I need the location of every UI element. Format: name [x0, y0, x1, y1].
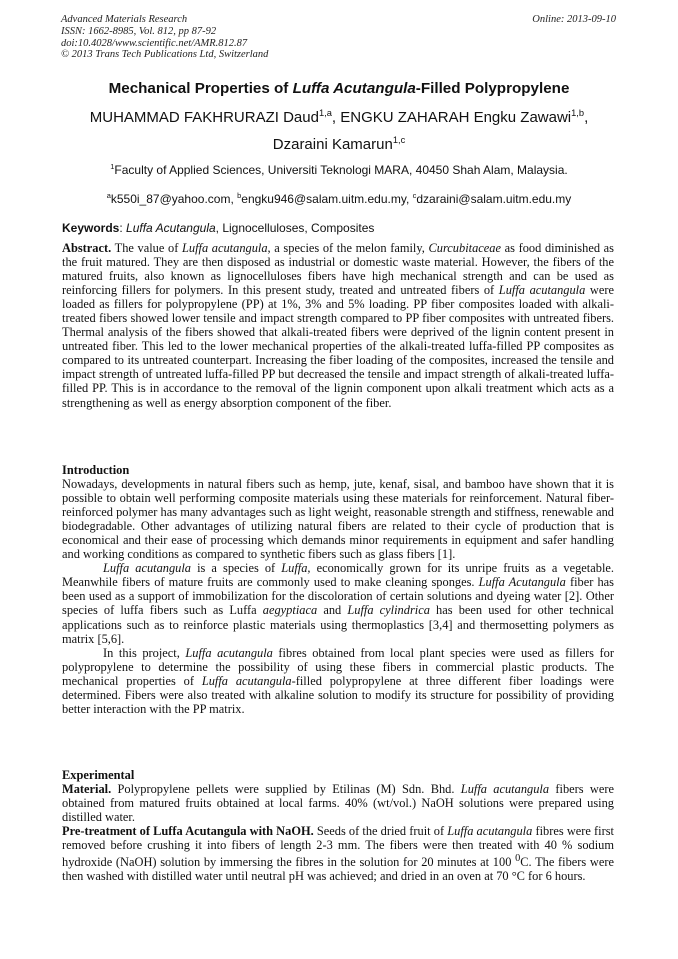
text-run: economically grown for its unripe fruits as a vegetable. Meanwhile fibers of mature fruits are commonly used to make cleaning sponges.	[62, 561, 614, 590]
text-run: The value of	[111, 241, 182, 255]
text-run: has been used for other technical applications such as to reinforce plastic materials using thermoplastics [3,4] and thermosetting polymers as matrix [5,6].	[62, 603, 614, 646]
intro-paragraph: Nowadays, developments in natural fibers such as hemp, jute, kenaf, sisal, and bamboo have shown that it is possible to obtain well performing composite materials using these materials for reinforcement. Natural fiber-reinforced polymer has many advantages such as light weight, reasonable strength and stiffness, renewable and biodegradable. Other advantages of utilizing natural fibers are related to their cycle of production that is economical and their ease of processing which demands minor requirements in equipment and safer handling and working conditions as compared to synthetic fibers such as glass fibers [1].	[62, 477, 614, 562]
author-affil-mark: 1,c	[392, 135, 406, 145]
author-separator: ,	[331, 109, 341, 126]
text-run: is a species of	[191, 561, 282, 576]
keywords	[62, 221, 617, 235]
journal-copyright: © 2013 Trans Tech Publications Ltd, Switzerland	[61, 49, 269, 61]
email-link[interactable]: k550i_87@yahoo.com,	[110, 192, 238, 206]
abstract	[62, 241, 614, 410]
keyword: Luffa Acutangula	[126, 221, 216, 235]
degree-mark: 0	[515, 853, 521, 865]
author-affil-mark: 1,b	[571, 108, 585, 118]
author-name: MUHAMMAD FAKHRURAZI Daud	[89, 109, 319, 126]
text-run: and	[317, 603, 348, 618]
intro-paragraph	[62, 561, 614, 645]
title-part: -Filled Polypropylene	[415, 80, 570, 97]
subsection-label: Pre-treatment of Luffa Acutangula with NaOH.	[62, 824, 314, 839]
email-mark: c	[412, 191, 417, 200]
species-name: aegyptiaca	[262, 603, 318, 618]
family-name: Curcubitaceae	[428, 241, 501, 255]
journal-name: Advanced Materials Research	[61, 14, 188, 25]
online-date: Online: 2013-09-10	[532, 14, 616, 25]
species-name: Luffa acutangula	[460, 782, 550, 797]
text-run: fibres obtained from local plant species were used as fillers for polypropylene to determine the possibility of using these fibers in commercial plastic products. The mechanical properties of	[62, 645, 614, 688]
text-run: C. The fibers were then washed with distilled water until neutral pH was achieved; and dried in an oven at 70 °C for 6 hours.	[62, 855, 615, 884]
keywords-sep: :	[119, 221, 127, 235]
email-link[interactable]: engku946@salam.uitm.edu.my,	[241, 192, 413, 206]
species-name: Luffa acutangula	[447, 824, 533, 839]
text-run: Seeds of the dried fruit of	[313, 824, 448, 839]
abstract-label: Abstract.	[62, 241, 112, 255]
text-run: -filled polypropylene at three different fiber loadings were determined. Fibers were also treated with alkaline solution to modify its structure for possibility of providing better interaction with the PP matrix.	[62, 673, 614, 716]
email-mark: b	[237, 191, 242, 200]
genus-name: Luffa,	[281, 561, 311, 576]
author-emails	[20, 192, 658, 206]
species-name: Luffa acutangula	[201, 673, 292, 688]
keyword-list: , Lignocelluloses, Composites	[215, 221, 375, 235]
keywords-label: Keywords	[62, 221, 120, 235]
title-part: Mechanical Properties of	[108, 80, 293, 97]
species-name: Luffa acutangula	[498, 283, 586, 298]
author-separator: ,	[584, 109, 589, 126]
author-name: Dzaraini Kamarun	[272, 136, 393, 153]
text-run: as food diminished as the fruit matured. They are then disposed as industrial or domestic waste material. However, the fibers of the matured fruits, also known as lignocelluloses fibers have high mechanical strength and can be used as reinforcing fillers for polymers. In this present study, treated and untreated fibers of	[62, 241, 614, 298]
email-mark: a	[106, 191, 111, 200]
title-species: Luffa Acutangula	[292, 80, 416, 97]
email-link[interactable]: dzaraini@salam.uitm.edu.my	[416, 192, 572, 206]
affiliation	[20, 163, 658, 177]
species-name: Luffa Acutangula	[478, 575, 566, 590]
species-name: Luffa acutangula	[103, 561, 191, 576]
material-paragraph	[62, 782, 614, 824]
text-run: Polypropylene pellets were supplied by Etilinas (M) Sdn. Bhd.	[111, 782, 461, 797]
species-name: Luffa acutangula	[181, 241, 268, 255]
text-run: In this project,	[103, 645, 186, 660]
species-name: Luffa cylindrica	[347, 603, 430, 618]
abstract-paragraph	[62, 241, 614, 410]
section-heading: Experimental	[62, 768, 135, 782]
affiliation-text: Faculty of Applied Sciences, Universiti Teknologi MARA, 40450 Shah Alam, Malaysia.	[114, 163, 568, 177]
journal-header	[61, 14, 616, 61]
text-run: fibres were first removed before crushing it into fibers of length 2-3 mm. The fibers were then treated with 40 % sodium hydroxide (NaOH) solution by immersing the fibres in the solution for 20 minutes at 100	[62, 824, 614, 870]
journal-doi: doi:10.4028/www.scientific.net/AMR.812.87	[61, 37, 248, 49]
subsection-label: Material.	[62, 782, 112, 797]
text-run: fibers were obtained from matured fruits obtained at local farms. 40% (wt/vol.) NaOH solutions were prepared using distilled water.	[62, 782, 614, 825]
paper-title	[20, 80, 658, 97]
author-list	[20, 104, 658, 158]
pretreatment-paragraph	[62, 824, 614, 883]
section-heading: Introduction	[62, 463, 130, 477]
author-affil-mark: 1,a	[318, 108, 332, 118]
text-run: , a species of the melon family,	[267, 241, 429, 255]
affiliation-mark: 1	[110, 162, 115, 171]
text-run: fiber has been used as a support of immobilization for the discoloration of certain solutions and dyeing water [2]. Other species of luffa fibers such as Luffa	[62, 575, 614, 618]
intro-paragraph	[62, 646, 614, 716]
text-run: were loaded as fillers for polypropylene (PP) at 1%, 3% and 5% loading. PP fiber composites loaded with alkali-treated fibers showed lower tensile and impact strength compared to PP fiber composites with untreated fibers. Thermal analysis of the fibers showed that alkali-treated fibers were deprived of the lignin content present in untreated fiber. This led to the lower mechanical properties of the alkali-treated luffa-filled PP composites as compared to its untreated counterpart. Increasing the fiber loading of the composites, increased the tensile and impact strength of untreated luffa-filled PP but decreased the tensile and impact strength of alkali-treated luffa-filled PP. This is in accordance to the removal of the lignin component upon alkali treatment which acts as a strengthening as well as energy absorption component of the fiber.	[62, 283, 615, 410]
author-name: ENGKU ZAHARAH Engku Zawawi	[340, 109, 572, 126]
introduction-section	[62, 463, 614, 716]
species-name: Luffa acutangula	[185, 645, 273, 660]
journal-issn: ISSN: 1662-8985, Vol. 812, pp 87-92	[61, 25, 217, 37]
experimental-section	[62, 768, 614, 884]
